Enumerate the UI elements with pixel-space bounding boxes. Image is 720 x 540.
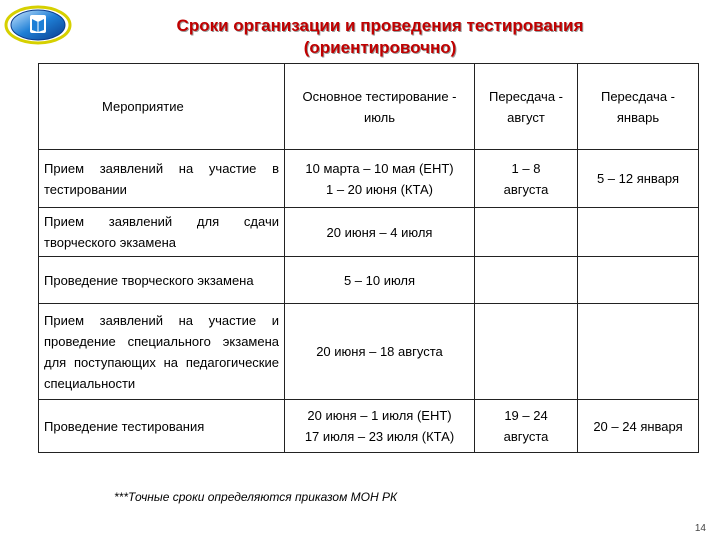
event-cell: Проведение тестирования <box>39 400 285 453</box>
event-cell: Прием заявлений на участие и проведение специального экзамена для поступающих на педагогические специальности <box>39 304 285 400</box>
header-event: Мероприятие <box>39 64 285 150</box>
main-date-cell: 20 июня – 18 августа <box>285 304 475 400</box>
table-header-row <box>39 64 699 150</box>
event-cell: Прием заявлений для сдачи творческого экзамена <box>39 208 285 257</box>
page-title <box>100 15 660 59</box>
august-date-cell <box>475 208 578 257</box>
august-date-cell: 1 – 8 августа <box>475 150 578 208</box>
january-date-cell <box>578 257 699 304</box>
january-date-cell: 5 – 12 января <box>578 150 699 208</box>
event-cell: Прием заявлений на участие в тестировании <box>39 150 285 208</box>
january-date-cell <box>578 304 699 400</box>
main-date-cell: 10 марта – 10 мая (ЕНТ) 1 – 20 июня (КТА) <box>285 150 475 208</box>
table-row <box>39 208 699 257</box>
title-line-1: Сроки организации и проведения тестирования <box>176 16 584 35</box>
footnote: ***Точные сроки определяются приказом МОН РК <box>114 490 398 504</box>
table-row <box>39 304 699 400</box>
header-main: Основное тестирование - июль <box>285 64 475 150</box>
page-number: 14 <box>694 523 706 534</box>
august-date-cell <box>475 304 578 400</box>
event-cell: Проведение творческого экзамена <box>39 257 285 304</box>
table-row <box>39 257 699 304</box>
schedule-table <box>38 63 699 453</box>
august-date-cell: 19 – 24 августа <box>475 400 578 453</box>
main-date-cell: 5 – 10 июля <box>285 257 475 304</box>
table-row <box>39 150 699 208</box>
august-date-cell <box>475 257 578 304</box>
header-august: Пересдача - август <box>475 64 578 150</box>
title-line-2: (ориентировочно) <box>303 38 457 57</box>
header-january: Пересдача - январь <box>578 64 699 150</box>
main-date-cell: 20 июня – 4 июля <box>285 208 475 257</box>
january-date-cell <box>578 208 699 257</box>
main-date-cell: 20 июня – 1 июля (ЕНТ) 17 июля – 23 июля (КТА) <box>285 400 475 453</box>
book-emblem-logo <box>4 4 72 46</box>
table-row <box>39 400 699 453</box>
january-date-cell: 20 – 24 января <box>578 400 699 453</box>
